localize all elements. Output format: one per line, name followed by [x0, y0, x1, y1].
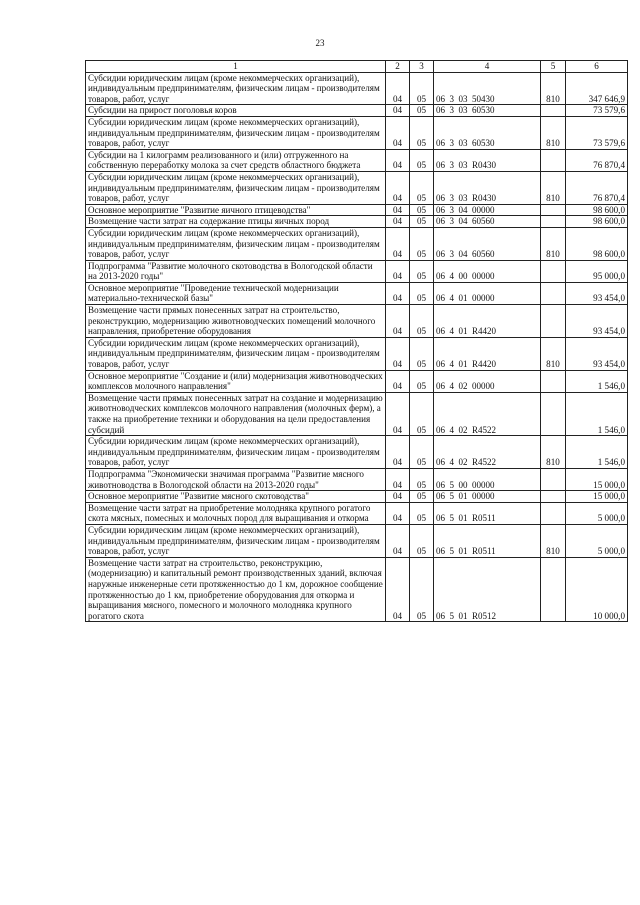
row-subsection-code: 05 [410, 524, 434, 557]
table-row [86, 337, 628, 370]
table-row [86, 216, 628, 228]
table-row [86, 557, 628, 622]
row-description: Возмещение части затрат на приобретение молодняка крупного рогатого скота мясных, помесных и молочных пород для выращивания и откорма [86, 502, 386, 524]
row-expense-type: 810 [541, 337, 566, 370]
row-amount: 95 000,0 [566, 260, 628, 282]
row-description: Субсидии на прирост поголовья коров [86, 105, 386, 117]
row-subsection-code: 05 [410, 171, 434, 204]
row-target-code: 06 5 01 00000 [434, 491, 541, 503]
row-section-code: 04 [386, 337, 410, 370]
row-description: Субсидии юридическим лицам (кроме некоммерческих организаций), индивидуальным предпринимателям, физическим лицам - производителям товаров, работ, услуг [86, 72, 386, 105]
row-description: Основное мероприятие "Развитие мясного скотоводства" [86, 491, 386, 503]
row-target-code: 06 3 03 60530 [434, 116, 541, 149]
row-expense-type [541, 468, 566, 490]
row-expense-type: 810 [541, 72, 566, 105]
row-section-code: 04 [386, 370, 410, 392]
row-description: Возмещение части затрат на содержание птицы яичных пород [86, 216, 386, 228]
row-section-code: 04 [386, 105, 410, 117]
row-section-code: 04 [386, 72, 410, 105]
row-amount: 76 870,4 [566, 171, 628, 204]
row-amount: 10 000,0 [566, 557, 628, 622]
table-row [86, 149, 628, 171]
table-row [86, 260, 628, 282]
row-target-code: 06 5 01 R0511 [434, 502, 541, 524]
row-amount: 93 454,0 [566, 337, 628, 370]
row-section-code: 04 [386, 216, 410, 228]
row-target-code: 06 4 01 R4420 [434, 337, 541, 370]
row-expense-type [541, 282, 566, 304]
row-section-code: 04 [386, 116, 410, 149]
row-amount: 93 454,0 [566, 305, 628, 338]
row-subsection-code: 05 [410, 227, 434, 260]
row-expense-type: 810 [541, 227, 566, 260]
row-amount: 73 579,6 [566, 116, 628, 149]
row-target-code: 06 3 04 60560 [434, 227, 541, 260]
row-amount: 1 546,0 [566, 392, 628, 435]
row-section-code: 04 [386, 227, 410, 260]
row-amount: 93 454,0 [566, 282, 628, 304]
row-amount: 5 000,0 [566, 524, 628, 557]
row-target-code: 06 3 04 00000 [434, 204, 541, 216]
row-subsection-code: 05 [410, 337, 434, 370]
row-subsection-code: 05 [410, 491, 434, 503]
row-expense-type: 810 [541, 171, 566, 204]
row-section-code: 04 [386, 468, 410, 490]
column-header: 5 [541, 61, 566, 73]
row-target-code: 06 3 03 R0430 [434, 171, 541, 204]
row-subsection-code: 05 [410, 260, 434, 282]
row-subsection-code: 05 [410, 392, 434, 435]
row-target-code: 06 3 03 R0430 [434, 149, 541, 171]
row-amount: 1 546,0 [566, 370, 628, 392]
row-expense-type [541, 305, 566, 338]
row-description: Субсидии на 1 килограмм реализованного и (или) отгруженного на собственную переработку молока за счет средств областного бюджета [86, 149, 386, 171]
row-description: Субсидии юридическим лицам (кроме некоммерческих организаций), индивидуальным предпринимателям, физическим лицам - производителям товаров, работ, услуг [86, 436, 386, 469]
row-section-code: 04 [386, 260, 410, 282]
row-subsection-code: 05 [410, 370, 434, 392]
row-amount: 98 600,0 [566, 204, 628, 216]
row-amount: 98 600,0 [566, 216, 628, 228]
table-row [86, 204, 628, 216]
page-number: 23 [315, 38, 325, 48]
row-target-code: 06 4 01 R4420 [434, 305, 541, 338]
row-target-code: 06 5 00 00000 [434, 468, 541, 490]
column-header: 3 [410, 61, 434, 73]
row-section-code: 04 [386, 557, 410, 622]
row-amount: 5 000,0 [566, 502, 628, 524]
row-expense-type: 810 [541, 524, 566, 557]
table-row [86, 491, 628, 503]
row-expense-type: 810 [541, 116, 566, 149]
column-header: 1 [86, 61, 386, 73]
row-section-code: 04 [386, 305, 410, 338]
row-expense-type [541, 392, 566, 435]
row-section-code: 04 [386, 392, 410, 435]
budget-table [85, 60, 628, 622]
row-subsection-code: 05 [410, 305, 434, 338]
row-expense-type [541, 149, 566, 171]
row-target-code: 06 4 02 R4522 [434, 436, 541, 469]
row-target-code: 06 5 01 R0511 [434, 524, 541, 557]
row-expense-type [541, 216, 566, 228]
row-amount: 1 546,0 [566, 436, 628, 469]
row-subsection-code: 05 [410, 557, 434, 622]
row-expense-type [541, 204, 566, 216]
column-header: 2 [386, 61, 410, 73]
row-description: Субсидии юридическим лицам (кроме некоммерческих организаций), индивидуальным предпринимателям, физическим лицам - производителям товаров, работ, услуг [86, 337, 386, 370]
row-description: Субсидии юридическим лицам (кроме некоммерческих организаций), индивидуальным предпринимателям, физическим лицам - производителям товаров, работ, услуг [86, 524, 386, 557]
row-subsection-code: 05 [410, 149, 434, 171]
row-target-code: 06 5 01 R0512 [434, 557, 541, 622]
table-row [86, 392, 628, 435]
row-section-code: 04 [386, 171, 410, 204]
table-row [86, 227, 628, 260]
row-description: Субсидии юридическим лицам (кроме некоммерческих организаций), индивидуальным предпринимателям, физическим лицам - производителям товаров, работ, услуг [86, 116, 386, 149]
row-expense-type: 810 [541, 436, 566, 469]
column-header: 4 [434, 61, 541, 73]
row-section-code: 04 [386, 524, 410, 557]
table-row [86, 305, 628, 338]
table-row [86, 171, 628, 204]
table-header-row [86, 61, 628, 73]
table-row [86, 116, 628, 149]
row-subsection-code: 05 [410, 216, 434, 228]
row-description: Возмещение части затрат на строительство, реконструкцию, (модернизацию) и капитальный ремонт производственных зданий, включая наружные инженерные сети протяженностью до 1 км, дорожное сообщение протяженностью до 1 км, приобретение оборудования для откорма и выращивания мясного, помесного и молочного молодняка крупного рогатого скота [86, 557, 386, 622]
row-subsection-code: 05 [410, 436, 434, 469]
row-subsection-code: 05 [410, 502, 434, 524]
row-section-code: 04 [386, 491, 410, 503]
row-description: Возмещение части прямых понесенных затрат на создание и модернизацию животноводческих комплексов молочного направления (молочных ферм), а также на приобретение техники и оборудования на цели предоставления субсидий [86, 392, 386, 435]
row-section-code: 04 [386, 436, 410, 469]
row-subsection-code: 05 [410, 105, 434, 117]
row-subsection-code: 05 [410, 282, 434, 304]
row-amount: 98 600,0 [566, 227, 628, 260]
table-row [86, 105, 628, 117]
row-subsection-code: 05 [410, 468, 434, 490]
row-target-code: 06 4 00 00000 [434, 260, 541, 282]
row-description: Возмещение части прямых понесенных затрат на строительство, реконструкцию, модернизацию животноводческих помещений молочного направления, приобретение оборудования [86, 305, 386, 338]
row-description: Основное мероприятие "Создание и (или) модернизация животноводческих комплексов молочного направления" [86, 370, 386, 392]
table-row [86, 282, 628, 304]
table-row [86, 436, 628, 469]
row-target-code: 06 3 03 60530 [434, 105, 541, 117]
row-expense-type [541, 491, 566, 503]
row-expense-type [541, 260, 566, 282]
row-target-code: 06 4 02 R4522 [434, 392, 541, 435]
table-row [86, 72, 628, 105]
row-description: Основное мероприятие "Проведение технической модернизации материально-технической базы" [86, 282, 386, 304]
row-description: Подпрограмма "Экономически значимая программа "Развитие мясного животноводства в Вологодской области на 2013-2020 годы" [86, 468, 386, 490]
row-expense-type [541, 557, 566, 622]
row-section-code: 04 [386, 502, 410, 524]
row-subsection-code: 05 [410, 116, 434, 149]
row-description: Подпрограмма "Развитие молочного скотоводства в Вологодской области на 2013-2020 годы" [86, 260, 386, 282]
row-description: Субсидии юридическим лицам (кроме некоммерческих организаций), индивидуальным предпринимателям, физическим лицам - производителям товаров, работ, услуг [86, 227, 386, 260]
row-amount: 76 870,4 [566, 149, 628, 171]
row-target-code: 06 3 03 50430 [434, 72, 541, 105]
row-section-code: 04 [386, 282, 410, 304]
row-target-code: 06 4 02 00000 [434, 370, 541, 392]
row-amount: 15 000,0 [566, 468, 628, 490]
row-description: Основное мероприятие "Развитие яичного птицеводства" [86, 204, 386, 216]
row-expense-type [541, 105, 566, 117]
row-section-code: 04 [386, 204, 410, 216]
table-row [86, 468, 628, 490]
row-subsection-code: 05 [410, 72, 434, 105]
row-amount: 347 646,9 [566, 72, 628, 105]
row-expense-type [541, 370, 566, 392]
row-target-code: 06 3 04 60560 [434, 216, 541, 228]
row-target-code: 06 4 01 00000 [434, 282, 541, 304]
table-row [86, 370, 628, 392]
row-expense-type [541, 502, 566, 524]
row-amount: 73 579,6 [566, 105, 628, 117]
row-section-code: 04 [386, 149, 410, 171]
column-header: 6 [566, 61, 628, 73]
table-row [86, 502, 628, 524]
row-subsection-code: 05 [410, 204, 434, 216]
row-description: Субсидии юридическим лицам (кроме некоммерческих организаций), индивидуальным предпринимателям, физическим лицам - производителям товаров, работ, услуг [86, 171, 386, 204]
table-row [86, 524, 628, 557]
row-amount: 15 000,0 [566, 491, 628, 503]
